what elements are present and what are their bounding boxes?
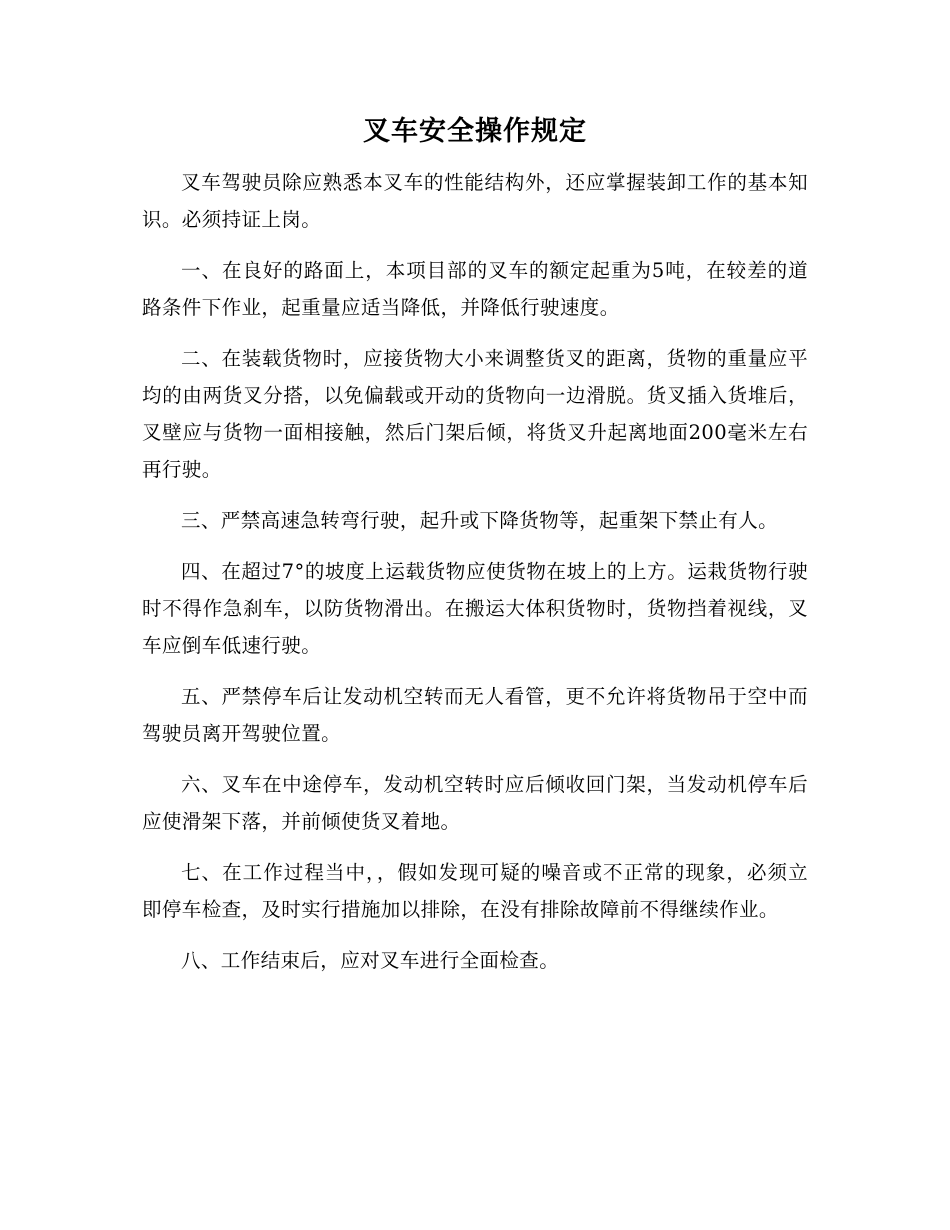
rule-paragraph-2: 二、在装载货物时，应接货物大小来调整货叉的距离，货物的重量应平均的由两货叉分搭，以免偏载或开动的货物向一边滑脱。货叉插入货堆后，叉壁应与货物一面相接触，然后门架后倾，将货叉升起离地面200毫米左右再行驶。 (142, 347, 808, 481)
document-title: 叉车安全操作规定 (363, 116, 587, 147)
rule-paragraph-4: 四、在超过7°的坡度上运载货物应使货物在坡上的上方。运栽货物行驶时不得作急刹车，以防货物滑出。在搬运大体积货物时，货物挡着视线，叉车应倒车低速行驶。 (142, 560, 808, 657)
rule-paragraph-7: 七、在工作过程当中，，假如发现可疑的噪音或不正常的现象，必须立即停车检查，及时实行措施加以排除，在没有排除故障前不得继续作业。 (142, 861, 808, 921)
rule-paragraph-6: 六、叉车在中途停车，发动机空转时应后倾收回门架，当发动机停车后应使滑架下落，并前倾使货叉着地。 (142, 773, 808, 833)
rule-paragraph-3: 三、严禁高速急转弯行驶，起升或下降货物等，起重架下禁止有人。 (181, 509, 779, 532)
document-body (142, 164, 808, 993)
intro-paragraph: 叉车驾驶员除应熟悉本叉车的性能结构外，还应掌握装卸工作的基本知识。必须持证上岗。 (142, 171, 808, 231)
rule-paragraph-5: 五、严禁停车后让发动机空转而无人看管，更不允许将货物吊于空中而驾驶员离开驾驶位置。 (142, 685, 808, 745)
rule-paragraph-8: 八、工作结束后，应对叉车进行全面检查。 (181, 949, 560, 972)
rule-paragraph-1: 一、在良好的路面上，本项目部的叉车的额定起重为5吨，在较差的道路条件下作业，起重量应适当降低，并降低行驶速度。 (142, 259, 808, 319)
